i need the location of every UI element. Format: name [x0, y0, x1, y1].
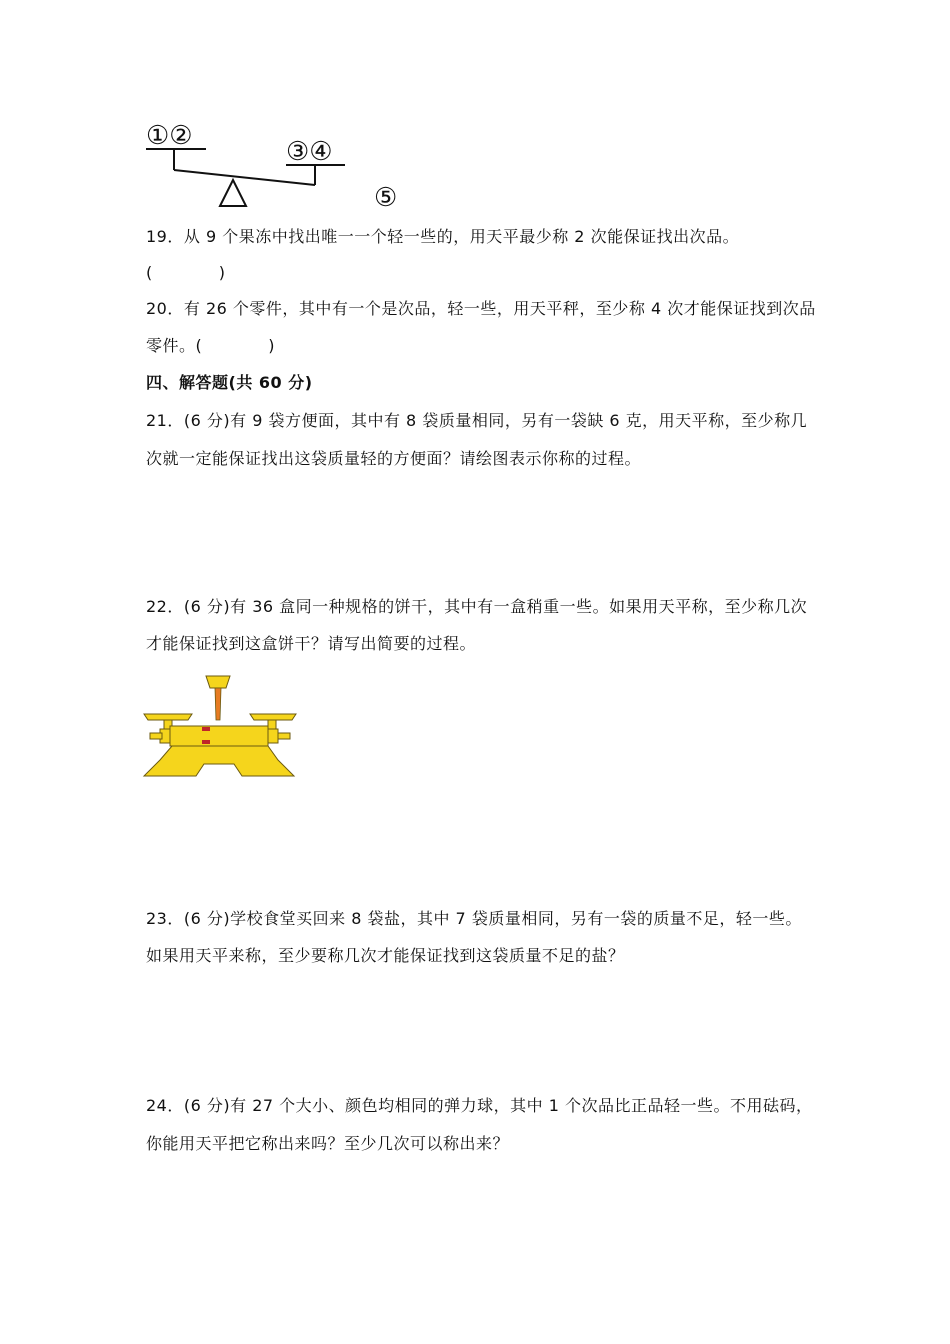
question-20-line-2: 零件。( ): [146, 336, 275, 355]
loose-item-label: ⑤: [374, 183, 398, 213]
question-24-line-1: 24．(6 分)有 27 个大小、颜色均相同的弹力球，其中 1 个次品比正品轻一些。不用砝码，: [146, 1096, 813, 1115]
left-pan-label: ①②: [146, 121, 193, 151]
right-beam-end: [268, 729, 278, 743]
balance-beam: [174, 170, 315, 185]
question-22-line-2: 才能保证找到这盒饼干？请写出简要的过程。: [146, 634, 477, 653]
balance-diagram: [140, 118, 410, 213]
question-19-line-2: ( ): [146, 263, 226, 282]
balance-scale-illustration: [142, 672, 297, 778]
right-pan-plate: [250, 714, 296, 720]
pointer-scale-plate: [206, 676, 230, 688]
left-pan-plate: [144, 714, 192, 720]
beam-marker-bottom: [202, 740, 210, 744]
question-23-line-2: 如果用天平来称，至少要称几次才能保证找到这袋质量不足的盐？: [146, 946, 625, 965]
pointer-body: [215, 688, 221, 720]
question-21-line-2: 次就一定能保证找出这袋质量轻的方便面？请绘图表示你称的过程。: [146, 449, 642, 468]
beam-marker-top: [202, 727, 210, 731]
question-20-line-1: 20．有 26 个零件，其中有一个是次品，轻一些，用天平秤，至少称 4 次才能保证找到次品: [146, 299, 816, 318]
question-19-line-1: 19．从 9 个果冻中找出唯一一个轻一些的，用天平最少称 2 次能保证找出次品。: [146, 227, 740, 246]
question-24-line-2: 你能用天平把它称出来吗？至少几次可以称出来？: [146, 1134, 510, 1153]
question-22-line-1: 22．(6 分)有 36 盒同一种规格的饼干，其中有一盒稍重一些。如果用天平称，至少称几次: [146, 597, 808, 616]
question-23-line-1: 23．(6 分)学校食堂买回来 8 袋盐，其中 7 袋质量相同，另有一袋的质量不足，轻一些。: [146, 909, 802, 928]
right-pan-label: ③④: [286, 137, 333, 167]
question-21-line-1: 21．(6 分)有 9 袋方便面，其中有 8 袋质量相同，另有一袋缺 6 克，用天平称，至少称几: [146, 411, 808, 430]
beam-body: [170, 726, 268, 746]
scale-base: [144, 746, 294, 776]
left-adjust-knob: [150, 733, 162, 739]
section-title: 四、解答题(共 60 分): [146, 373, 313, 392]
fulcrum-triangle: [220, 180, 246, 206]
right-adjust-knob: [278, 733, 290, 739]
